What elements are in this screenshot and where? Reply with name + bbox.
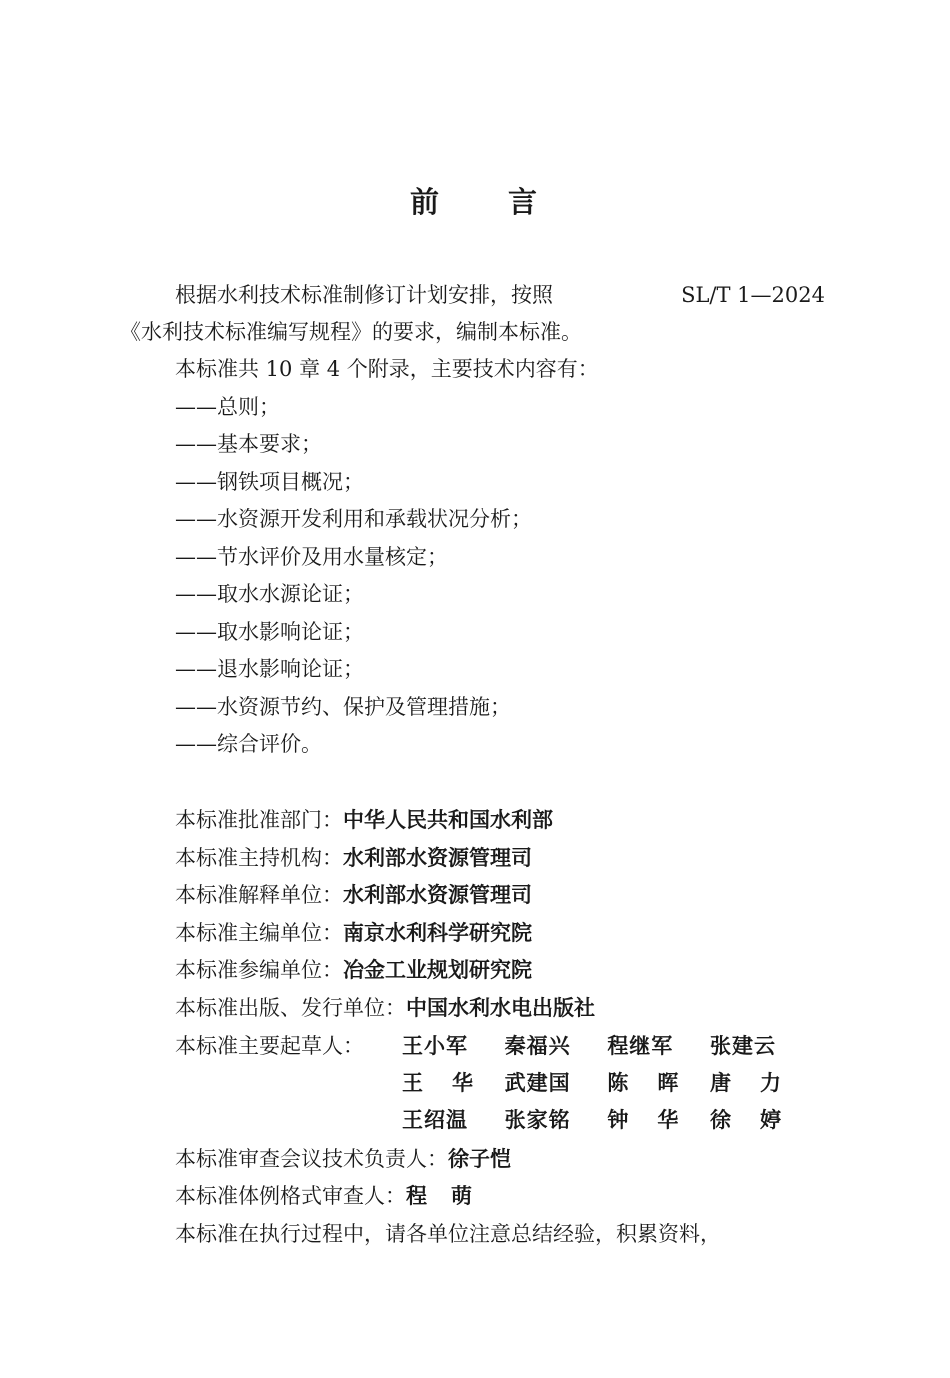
info-label: 本标准参编单位： (175, 958, 343, 982)
content-item: ——综合评价。 (175, 732, 322, 756)
content-item: ——取水影响论证； (175, 620, 364, 644)
info-label: 本标准出版、发行单位： (175, 996, 406, 1020)
info-value: 中华人民共和国水利部 (343, 808, 553, 832)
drafter-name: 张建云 (709, 1034, 776, 1058)
info-reviewer (175, 1144, 511, 1174)
drafter-name: 武建国 (504, 1071, 571, 1095)
drafter-name: 程继军 (607, 1034, 674, 1058)
info-label: 本标准体例格式审查人： (175, 1184, 406, 1208)
drafter-name: 王绍温 (402, 1108, 468, 1132)
info-value: 水利部水资源管理司 (343, 846, 532, 870)
drafters-label: 本标准主要起草人： (175, 1034, 364, 1058)
intro-line-1 (175, 280, 825, 310)
content-item: ——退水影响论证； (175, 657, 364, 681)
drafters-row-1 (402, 1031, 782, 1061)
info-approval (175, 805, 553, 835)
info-label: 本标准解释单位： (175, 883, 343, 907)
info-label: 本标准主持机构： (175, 846, 343, 870)
info-value: 水利部水资源管理司 (343, 883, 532, 907)
content-item: ——水资源开发利用和承载状况分析； (175, 507, 532, 531)
content-item: ——取水水源论证； (175, 582, 364, 606)
standard-code: SL/T 1—2024 (681, 283, 825, 307)
drafter-name: 钟 华 (607, 1108, 680, 1132)
intro-line-3: 本标准共 10 章 4 个附录，主要技术内容有： (175, 357, 599, 381)
content-item: ——节水评价及用水量核定； (175, 545, 448, 569)
title-char-2: 言 (508, 185, 541, 219)
info-format-reviewer (175, 1181, 472, 1211)
info-value: 徐子恺 (448, 1147, 511, 1171)
info-co-editor (175, 955, 532, 985)
info-publisher (175, 993, 595, 1023)
intro-line-1-text: 根据水利技术标准制修订计划安排，按照 (175, 283, 553, 307)
info-value: 程 萌 (406, 1184, 472, 1208)
drafters-row-3 (402, 1105, 782, 1135)
info-label: 本标准审查会议技术负责人： (175, 1147, 448, 1171)
title-char-1: 前 (409, 185, 442, 219)
drafter-name: 王小军 (402, 1034, 468, 1058)
drafters-row-2 (402, 1068, 782, 1098)
content-item: ——总则； (175, 395, 280, 419)
drafter-name: 张家铭 (504, 1108, 571, 1132)
info-host (175, 843, 532, 873)
drafter-name: 唐 力 (709, 1071, 782, 1095)
drafter-name: 王 华 (402, 1071, 474, 1095)
info-value: 南京水利科学研究院 (343, 921, 532, 945)
page-title (0, 180, 950, 221)
info-value: 中国水利水电出版社 (406, 996, 595, 1020)
drafter-name: 秦福兴 (504, 1034, 571, 1058)
info-interpret (175, 880, 532, 910)
info-label: 本标准批准部门： (175, 808, 343, 832)
drafter-name: 陈 晖 (607, 1071, 680, 1095)
content-item: ——钢铁项目概况； (175, 470, 364, 494)
content-item: ——基本要求； (175, 432, 322, 456)
drafter-name: 徐 婷 (709, 1108, 782, 1132)
info-chief-editor (175, 918, 532, 948)
closing-line: 本标准在执行过程中，请各单位注意总结经验，积累资料， (175, 1222, 721, 1246)
info-value: 冶金工业规划研究院 (343, 958, 532, 982)
intro-line-2: 《水利技术标准编写规程》的要求，编制本标准。 (120, 320, 582, 344)
info-label: 本标准主编单位： (175, 921, 343, 945)
content-item: ——水资源节约、保护及管理措施； (175, 695, 511, 719)
